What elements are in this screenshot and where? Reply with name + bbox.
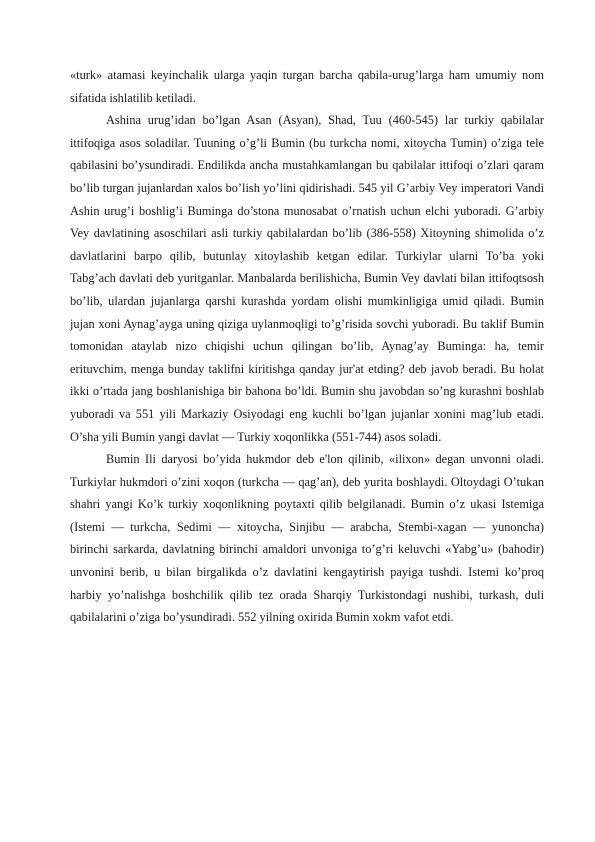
paragraph-1: «turk» atamasi keyinchalik ularga yaqin turgan barcha qabila-urug’larga ham umumiy nom sifatida ishlatilib ketiladi. <box>70 68 544 105</box>
paragraph-3: Bumin Ili daryosi bo’yida hukmdor deb e'lon qilinib, «ilixon» degan unvonni oladi. Turkiylar hukmdori o’zini xoqon (turkcha — qag’an), deb yurita boshlaydi. Oltoydagi O’tukan shahri yangi Ko’k turkiy xoqonlikning poytaxti qilib belgilanadi. Bumin o’z ukasi Istemiga (Istemi — turkcha, Sedimi — xitoycha, Sinjibu — arabcha, Stembi-xagan — yunoncha) birinchi sarkarda, davlatning birinchi amaldori unvoniga to’g’ri keluvchi «Yabg’u» (bahodir) unvonini berib, u bilan birgalikda o’z davlatini kengaytirish payiga tushdi. Istemi ko’proq harbiy yo’nalishga boshchilik qilib tez orada Sharqiy Turkistondagi nushibi, turkash, duli qabilalarini o’ziga bo’ysundiradi. 552 yilning oxirida Bumin xokm vafot etdi. <box>70 452 544 625</box>
body-text <box>70 64 544 629</box>
paragraph-2: Ashina urug’idan bo’lgan Asan (Asyan), Shad, Tuu (460-545) lar turkiy qabilalar ittifoqiga asos soladilar. Tuuning o’g’li Bumin (bu turkcha nomi, xitoycha Tumin) o’ziga tele qabilasini bo’ysundiradi. Endilikda ancha mustahkamlangan bu qabilalar ittifoqi o’zlari qaram bo’lib turgan jujanlardan xalos bo’lish yo’lini qidirishadi. 545 yil G’arbiy Vey imperatori Vandi Ashin urug’i boshlig’i Buminga do’stona munosabat o’rnatish uchun elchi yuboradi. G’arbiy Vey davlatining asoschilari asli turkiy qabilalardan bo’lib (386-558) Xitoyning shimolida o’z davlatlarini barpo qilib, butunlay xitoylashib ketgan edilar. Turkiylar ularni To’ba yoki Tabg’ach davlati deb yuritganlar. Manbalarda berilishicha, Bumin Vey davlati bilan ittifoqtsosh bo’lib, ulardan jujanlarga qarshi kurashda yordam olishi mumkinligiga umid qiladi. Bumin jujan xoni Aynag’ayga uning qiziga uylanmoqligi to’g’risida sovchi yuboradi. Bu taklif Bumin tomonidan ataylab nizo chiqishi uchun qilingan bo’lib, Aynag’ay Buminga: ha, temir erituvchim, menga bunday taklifni kiritishga qanday jur'at etding? deb javob beradi. Bu holat ikki o’rtada jang boshlanishiga bir bahona bo’ldi. Bumin shu javobdan so’ng kurashni boshlab yuboradi va 551 yili Markaziy Osiyodagi eng kuchli bo’lgan jujanlar xonini mag’lub etadi. O’sha yili Bumin yangi davlat — Turkiy xoqonlikka (551-744) asos soladi. <box>70 113 544 444</box>
